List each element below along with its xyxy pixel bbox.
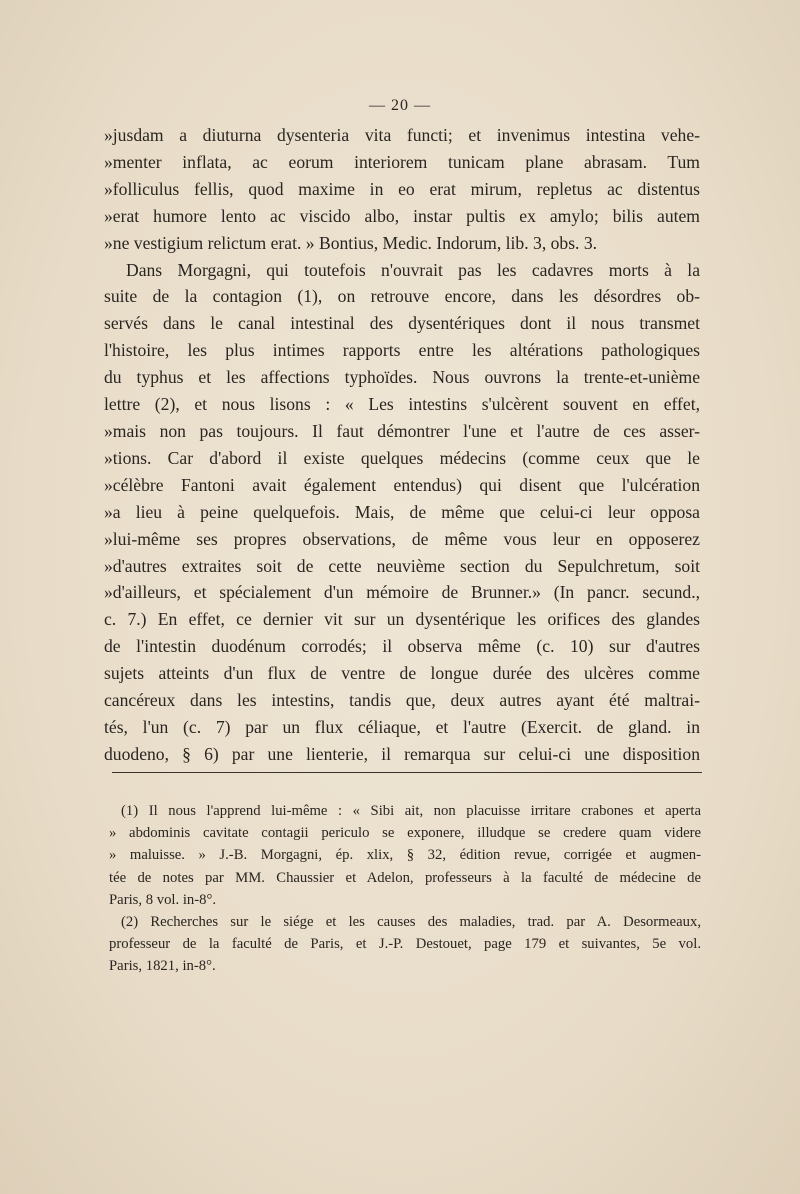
text-line: »folliculus fellis, quod maxime in eo erat mirum, repletus ac distentus — [104, 178, 700, 199]
text-line: »d'ailleurs, et spécialement d'un mémoire de Brunner.» (In pancr. secund., — [104, 582, 700, 603]
text-line: du typhus et les affections typhoïdes. Nous ouvrons la trente-et-unième — [104, 367, 700, 388]
footnote-separator — [112, 772, 702, 773]
text-line: »célèbre Fantoni avait également entendus) qui disent que l'ulcération — [104, 474, 700, 495]
text-line: l'histoire, les plus intimes rapports entre les altérations pathologiques — [104, 340, 700, 361]
text-line: »erat humore lento ac viscido albo, instar pultis ex amylo; bilis autem — [104, 205, 700, 226]
main-text — [104, 122, 700, 768]
text-line: »a lieu à peine quelquefois. Mais, de même que celui-ci leur opposa — [104, 501, 700, 522]
footnote-line: » maluisse. » J.-B. Morgagni, ép. xlix, § 32, édition revue, corrigée et augmen- — [109, 847, 701, 864]
text-line: »jusdam a diuturna dysenteria vita functi; et invenimus intestina vehe- — [104, 125, 700, 145]
text-line: »mais non pas toujours. Il faut démontrer l'une et l'autre de ces asser- — [104, 420, 700, 441]
text-line: Dans Morgagni, qui toutefois n'ouvrait pas les cadavres morts à la — [126, 259, 700, 280]
text-line: suite de la contagion (1), on retrouve encore, dans les désordres ob- — [104, 286, 700, 307]
text-line: »menter inflata, ac eorum interiorem tunicam plane abrasam. Tum — [104, 151, 700, 172]
footnote-line: Paris, 8 vol. in-8°. — [109, 891, 217, 908]
text-line: tés, l'un (c. 7) par un flux céliaque, et l'autre (Exercit. de gland. in — [104, 716, 700, 737]
text-line: de l'intestin duodénum corrodés; il observa même (c. 10) sur d'autres — [104, 636, 700, 657]
footnote-line: tée de notes par MM. Chaussier et Adelon, professeurs à la faculté de médecine de — [109, 869, 701, 886]
footnotes — [109, 800, 701, 978]
footnote-line: (2) Recherches sur le siége et les causes des maladies, trad. par A. Desormeaux, — [121, 914, 701, 931]
text-line: lettre (2), et nous lisons : « Les intestins s'ulcèrent souvent en effet, — [104, 394, 700, 415]
text-line: sujets atteints d'un flux de ventre de longue durée des ulcères comme — [104, 663, 700, 684]
text-line: cancéreux dans les intestins, tandis que, deux autres ayant été maltrai- — [104, 690, 700, 711]
text-line: »ne vestigium relictum erat. » Bontius, Medic. Indorum, lib. 3, obs. 3. — [104, 232, 598, 253]
text-line: c. 7.) En effet, ce dernier vit sur un dysentérique les orifices des glandes — [104, 609, 700, 630]
text-line: servés dans le canal intestinal des dysentériques dont il nous transmet — [104, 313, 700, 334]
page-number: — 20 — — [369, 97, 431, 114]
text-line: »lui-même ses propres observations, de même vous leur en opposerez — [104, 528, 700, 549]
text-line: »tions. Car d'abord il existe quelques médecins (comme ceux que le — [104, 447, 700, 468]
text-line: duodeno, § 6) par une lienterie, il remarqua sur celui-ci une disposition — [104, 743, 700, 764]
text-line: »d'autres extraites soit de cette neuvième section du Sepulchretum, soit — [104, 555, 700, 576]
footnote-line: professeur de la faculté de Paris, et J.-P. Destouet, page 179 et suivantes, 5e vol. — [109, 936, 701, 953]
footnote-line: (1) Il nous l'apprend lui-même : « Sibi ait, non placuisse irritare crabones et aperta — [121, 803, 701, 819]
footnote-line: Paris, 1821, in-8°. — [109, 958, 216, 975]
footnote-line: » abdominis cavitate contagii periculo se exponere, illudque se credere quam videre — [109, 825, 701, 842]
